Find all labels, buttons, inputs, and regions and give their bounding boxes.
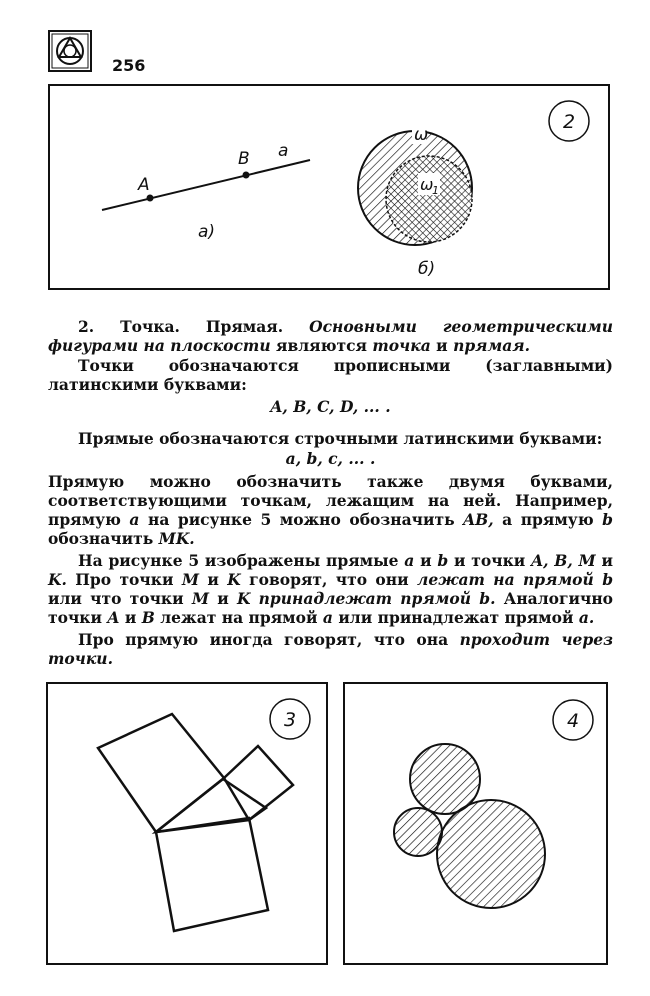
figure-3-number: 3 — [284, 709, 297, 731]
line-a — [102, 160, 310, 210]
bottom-square — [156, 818, 268, 931]
figure-2a-caption: а) — [198, 222, 216, 242]
paragraph-figure-5: На рисунке 5 изображены прямые a и b и точки A, B, M и K. Про точки M и K говорят, что они лежат на прямой b или что точки M и K принадлежат прямой b. Аналогично точки A и B лежат на прямой a или принадлежат прямой a. — [48, 551, 614, 627]
point-b-label: B — [238, 149, 250, 169]
point-a-label: A — [138, 175, 150, 195]
figure-4 — [343, 682, 608, 965]
circle-triangle-logo-icon — [48, 30, 92, 72]
paragraph-lines-notation: Прямые обозначаются строчными латинскими буквами: — [78, 429, 603, 448]
paragraph-passes-through: Про прямую иногда говорят, что она проходит через точки. — [48, 630, 613, 668]
lines-list: a, b, c, ... . — [285, 449, 376, 468]
paragraph-points-notation: Точки обозначаются прописными (заглавными) латинскими буквами: — [48, 356, 613, 394]
paragraph-point-line: 2. Точка. Прямая. Основными геометрическими фигурами на плоскости являются точка и прямая. — [48, 317, 613, 355]
points-list: A, B, C, D, ... . — [270, 397, 391, 416]
point-a-dot — [147, 195, 154, 202]
line-a-label: a — [278, 141, 289, 161]
right-square — [224, 746, 293, 820]
large-circle — [437, 800, 545, 908]
small-circle — [394, 808, 442, 856]
omega-label: ω — [414, 125, 429, 145]
left-square — [98, 714, 224, 832]
figure-2b-caption: б) — [418, 259, 436, 279]
page-number: 256 — [112, 56, 146, 75]
inner-circle-omega1 — [386, 156, 472, 242]
figure-4-number: 4 — [567, 710, 580, 732]
figure-3 — [46, 682, 328, 965]
figure-2 — [48, 84, 610, 290]
paragraph-two-letters: Прямую можно обозначить также двумя буквами, соответствующими точкам, лежащим на ней. Например, прямую a на рисунке 5 можно обозначить AB, а прямую b обозначить MK. — [48, 472, 613, 548]
omega1-subscript: 1 — [432, 184, 439, 197]
figure-2-number: 2 — [563, 111, 576, 133]
omega1-label: ω — [420, 175, 434, 194]
point-b-dot — [243, 172, 250, 179]
section-title: 2. Точка. Прямая. — [78, 317, 284, 336]
